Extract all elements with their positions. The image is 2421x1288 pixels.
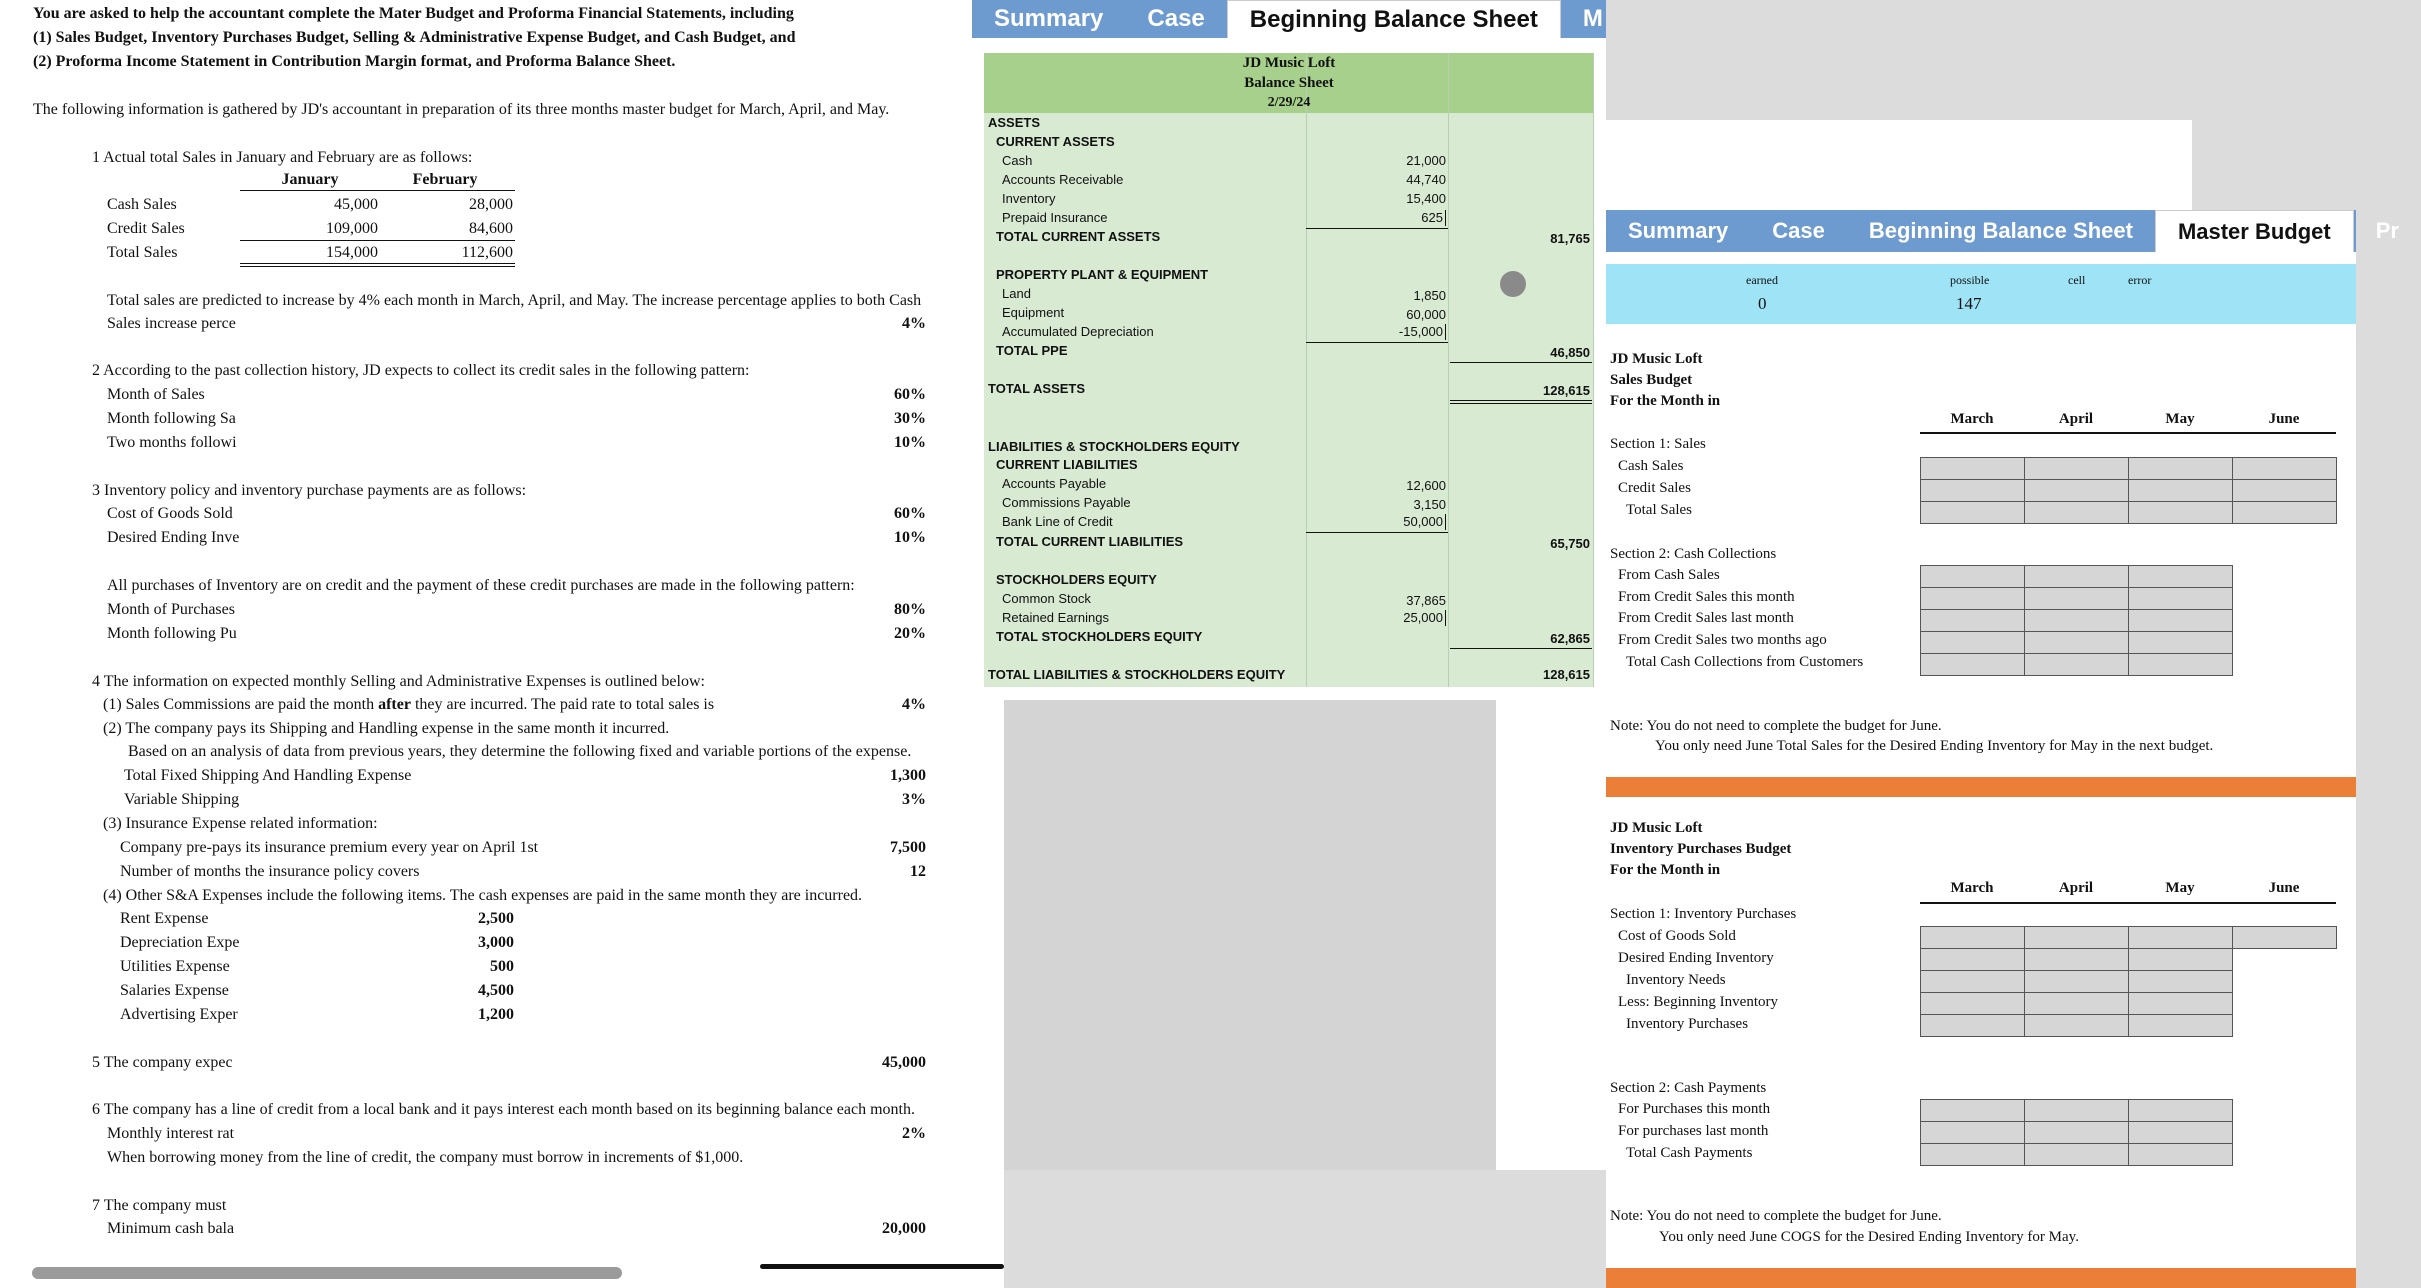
score-error-label: error xyxy=(2128,273,2152,287)
item6-title: 6 The company has a line of credit from a local bank and it pays interest each month based on its beginning balance each month. xyxy=(92,1101,915,1118)
item4-other-value: 2,500 xyxy=(478,910,514,927)
input-cell[interactable] xyxy=(2129,566,2233,588)
sales-period: For the Month in xyxy=(1610,393,1721,409)
sales-row-label: Total Sales xyxy=(1626,502,1693,518)
payment-row-label: For purchases last month xyxy=(1618,1123,1769,1139)
month-header-rule xyxy=(1920,902,2336,904)
input-cell[interactable] xyxy=(2129,1144,2233,1166)
item7-label: 7 The company must xyxy=(92,1197,227,1214)
mb-tab-bar xyxy=(1606,210,2399,252)
input-cell[interactable] xyxy=(1921,1100,2025,1122)
bs-row-label: Common Stock xyxy=(1002,591,1091,606)
bs-row-label: Cash xyxy=(1002,153,1033,168)
input-cell[interactable] xyxy=(1921,927,2025,949)
bs-total-assets-value[interactable]: 128,615 xyxy=(1543,383,1590,398)
item4-shipping-text: (2) The company pays its Shipping and Handling expense in the same month it incurred. xyxy=(103,720,670,737)
bs-current-assets-heading: CURRENT ASSETS xyxy=(996,134,1115,149)
bs-row-value[interactable]: 37,865 xyxy=(1406,593,1446,608)
bs-row-label: Accounts Payable xyxy=(1002,476,1107,491)
input-cell[interactable] xyxy=(2025,971,2129,993)
item1-row-label: Cash Sales xyxy=(107,196,177,213)
bs-row-value[interactable]: 15,400 xyxy=(1406,191,1446,206)
input-cell[interactable] xyxy=(2129,971,2233,993)
input-cell[interactable] xyxy=(2129,993,2233,1015)
month-header-april: April xyxy=(2058,411,2094,427)
item3-row-label: Cost of Goods Sold xyxy=(107,505,233,522)
item4-ins-months-value: 12 xyxy=(910,863,926,880)
input-cell[interactable] xyxy=(1921,632,2025,654)
bs-rule xyxy=(1450,648,1592,649)
bs-total-ca-value[interactable]: 81,765 xyxy=(1550,231,1590,246)
input-cell[interactable] xyxy=(2129,588,2233,610)
sales-company: JD Music Loft xyxy=(1610,351,1703,367)
inv-note-1: Note: You do not need to complete the budget for June. xyxy=(1610,1208,1942,1224)
input-cell[interactable] xyxy=(1921,949,2025,971)
empty-cell xyxy=(2233,971,2337,993)
bs-row-value[interactable]: 50,000 xyxy=(1314,514,1446,530)
item2-row-value: 30% xyxy=(894,410,926,427)
input-cell[interactable] xyxy=(2025,458,2129,480)
bs-total-ppe-value[interactable]: 46,850 xyxy=(1550,345,1590,360)
collection-row-label: Total Cash Collections from Customers xyxy=(1626,654,1864,670)
tab-beginning-balance-sheet[interactable]: Beginning Balance Sheet xyxy=(1868,218,2133,243)
tab-summary[interactable]: Summary xyxy=(1628,218,1729,243)
case-intro-1: You are asked to help the accountant complete the Mater Budget and Proforma Financial Statements, including xyxy=(33,5,794,22)
inv-period: For the Month in xyxy=(1610,862,1721,878)
tab-summary[interactable]: Summary xyxy=(994,5,1104,32)
item1-increase-label: Sales increase perce xyxy=(107,315,236,332)
bs-row-label: Bank Line of Credit xyxy=(1002,514,1113,529)
item4-ship-var-value: 3% xyxy=(902,791,926,808)
inv-row-label: Inventory Purchases xyxy=(1626,1016,1749,1032)
section-divider xyxy=(1606,1268,2356,1288)
inv-title: Inventory Purchases Budget xyxy=(1610,841,1792,857)
item4-ins-prepay-value: 7,500 xyxy=(890,839,926,856)
grid-line xyxy=(1448,53,1449,687)
input-cell[interactable] xyxy=(1921,480,2025,502)
payment-row-label: Total Cash Payments xyxy=(1626,1145,1753,1161)
item3-purch-label: Month following Pu xyxy=(107,625,237,642)
bs-total-le-label: TOTAL LIABILITIES & STOCKHOLDERS EQUITY xyxy=(988,667,1286,682)
month-header-rule xyxy=(1920,432,2336,434)
item3-purch-label: Month of Purchases xyxy=(107,601,235,618)
bs-date: 2/29/24 xyxy=(1267,95,1311,110)
sheet-background xyxy=(1004,700,1496,1170)
item1-row-jan: 154,000 xyxy=(326,244,378,261)
item5-value: 45,000 xyxy=(882,1054,926,1071)
item3-row-value: 60% xyxy=(894,505,926,522)
input-cell[interactable] xyxy=(2025,927,2129,949)
bs-row-value[interactable]: 25,000 xyxy=(1314,610,1446,626)
bs-current-liab-heading: CURRENT LIABILITIES xyxy=(996,457,1138,472)
bs-total-le-value[interactable]: 128,615 xyxy=(1543,667,1590,682)
item1-total-rule xyxy=(240,263,515,267)
bs-row-label: Prepaid Insurance xyxy=(1002,210,1108,225)
item3-title: 3 Inventory policy and inventory purchase payments are as follows: xyxy=(92,482,527,499)
collection-row-label: From Credit Sales two months ago xyxy=(1618,632,1827,648)
bs-rule xyxy=(1306,342,1448,343)
input-cell[interactable] xyxy=(2129,1122,2233,1144)
item1-increase-value: 4% xyxy=(902,315,926,332)
item1-increase-text: Total sales are predicted to increase by 4% each month in March, April, and May. The increase percentage applies to both Cash xyxy=(107,292,922,309)
bs-row-value[interactable]: -15,000 xyxy=(1314,324,1446,340)
tab-proforma[interactable]: Pr xyxy=(2375,218,2399,243)
item4-ship-var-label: Variable Shipping xyxy=(124,791,240,808)
item1-row-jan: 109,000 xyxy=(326,220,378,237)
inv-row-label: Less: Beginning Inventory xyxy=(1618,994,1778,1010)
item7-min-label: Minimum cash bala xyxy=(107,1220,235,1237)
input-cell[interactable] xyxy=(2233,927,2337,949)
inv-note-2: You only need June COGS for the Desired Ending Inventory for May. xyxy=(1659,1229,2079,1245)
month-header-june: June xyxy=(2268,880,2300,896)
score-earned-label: earned xyxy=(1746,273,1778,287)
input-cell[interactable] xyxy=(2025,1100,2129,1122)
scroll-indicator[interactable] xyxy=(760,1264,1004,1269)
item2-row-value: 10% xyxy=(894,434,926,451)
score-possible-label: possible xyxy=(1950,273,1990,287)
item1-header-rule xyxy=(240,190,515,191)
item1-sum-rule xyxy=(240,240,515,241)
input-cell[interactable] xyxy=(2129,927,2233,949)
inv-row-label: Inventory Needs xyxy=(1626,972,1726,988)
item2-title: 2 According to the past collection history, JD expects to collect its credit sales in the following pattern: xyxy=(92,362,750,379)
bs-company: JD Music Loft xyxy=(1242,55,1336,71)
inventory-input-grid xyxy=(1920,926,2337,1037)
item6-rate-value: 2% xyxy=(902,1125,926,1142)
input-cell[interactable] xyxy=(2025,1122,2129,1144)
input-cell[interactable] xyxy=(2129,1015,2233,1037)
item1-row-label: Total Sales xyxy=(107,244,178,261)
input-cell[interactable] xyxy=(1921,1122,2025,1144)
bs-tab-bar xyxy=(972,0,1606,38)
bs-total-ppe-label: TOTAL PPE xyxy=(996,343,1068,358)
inv-company: JD Music Loft xyxy=(1610,820,1703,836)
item2-row-label: Two months followi xyxy=(107,434,237,451)
input-cell[interactable] xyxy=(2129,610,2233,632)
tab-case[interactable]: Case xyxy=(1147,5,1205,32)
month-header-april: April xyxy=(2058,880,2094,896)
input-cell[interactable] xyxy=(2129,949,2233,971)
inv-row-label: Desired Ending Inventory xyxy=(1618,950,1774,966)
case-intro-3: (2) Proforma Income Statement in Contribution Margin format, and Proforma Balance Sheet. xyxy=(33,53,676,70)
bs-row-label: Commissions Payable xyxy=(1002,495,1131,510)
sales-row-label: Cash Sales xyxy=(1618,458,1684,474)
bs-double-rule xyxy=(1450,400,1592,404)
collection-row-label: From Credit Sales this month xyxy=(1618,589,1795,605)
input-cell[interactable] xyxy=(1921,588,2025,610)
empty-cell xyxy=(2233,993,2337,1015)
item7-min-value: 20,000 xyxy=(882,1220,926,1237)
input-cell[interactable] xyxy=(2233,502,2337,524)
input-cell[interactable] xyxy=(2025,1144,2129,1166)
tab-beginning-balance-sheet[interactable]: Beginning Balance Sheet xyxy=(1227,0,1561,38)
item4-other-label: Rent Expense xyxy=(120,910,209,927)
item4-shipping-analysis: Based on an analysis of data from previous years, they determine the following fixed and variable portions of the expense. xyxy=(128,743,912,760)
item4-other-value: 500 xyxy=(490,958,514,975)
payments-input-grid xyxy=(1920,1099,2233,1166)
input-cell[interactable] xyxy=(2025,610,2129,632)
month-header-march: March xyxy=(1950,411,1994,427)
bs-row-label: Land xyxy=(1002,286,1031,301)
item1-row-label: Credit Sales xyxy=(107,220,185,237)
item4-ship-fixed-value: 1,300 xyxy=(890,767,926,784)
bs-se-heading: STOCKHOLDERS EQUITY xyxy=(996,572,1157,587)
input-cell[interactable] xyxy=(2129,502,2233,524)
bs-title: Balance Sheet xyxy=(1244,75,1334,91)
bs-rule xyxy=(1450,362,1592,363)
item4-title: 4 The information on expected monthly Selling and Administrative Expenses is outlined below: xyxy=(92,673,705,690)
sales-row-label: Credit Sales xyxy=(1618,480,1691,496)
bs-row-value[interactable]: 1,850 xyxy=(1413,288,1446,303)
item4-other-text: (4) Other S&A Expenses include the following items. The cash expenses are paid in the same month they are incurred. xyxy=(103,887,863,904)
item4-commission-value: 4% xyxy=(902,696,926,713)
item5-label: 5 The company expec xyxy=(92,1054,233,1071)
item4-other-label: Salaries Expense xyxy=(120,982,229,999)
bs-row-value[interactable]: 12,600 xyxy=(1406,478,1446,493)
input-cell[interactable] xyxy=(2129,458,2233,480)
input-cell[interactable] xyxy=(2129,654,2233,676)
bs-assets-heading: ASSETS xyxy=(988,115,1041,130)
input-cell[interactable] xyxy=(2025,654,2129,676)
bs-row-value[interactable]: 44,740 xyxy=(1406,172,1446,187)
input-cell[interactable] xyxy=(1921,566,2025,588)
item1-row-feb: 84,600 xyxy=(469,220,513,237)
bs-row-value[interactable]: 21,000 xyxy=(1406,153,1446,168)
item4-ins-prepay-label: Company pre-pays its insurance premium every year on April 1st xyxy=(120,839,539,856)
input-cell[interactable] xyxy=(2025,588,2129,610)
item3-purch-text: All purchases of Inventory are on credit and the payment of these credit purchases are made in the following pattern: xyxy=(107,577,855,594)
bs-total-se-value[interactable]: 62,865 xyxy=(1550,631,1590,646)
bs-row-label: Inventory xyxy=(1002,191,1056,206)
item3-purch-value: 20% xyxy=(894,625,926,642)
item4-ship-fixed-label: Total Fixed Shipping And Handling Expense xyxy=(124,767,412,784)
bs-row-label: Equipment xyxy=(1002,305,1065,320)
score-possible-value: 147 xyxy=(1956,294,1982,313)
grid-line xyxy=(1593,53,1594,687)
input-cell[interactable] xyxy=(1921,1015,2025,1037)
input-cell[interactable] xyxy=(2233,480,2337,502)
bs-row-value[interactable]: 3,150 xyxy=(1413,497,1446,512)
horizontal-scrollbar[interactable] xyxy=(32,1267,622,1279)
item3-row-value: 10% xyxy=(894,529,926,546)
bs-rule xyxy=(1306,228,1448,229)
inv-section1: Section 1: Inventory Purchases xyxy=(1610,906,1797,922)
bs-total-se-label: TOTAL STOCKHOLDERS EQUITY xyxy=(996,629,1203,644)
input-cell[interactable] xyxy=(1921,610,2025,632)
input-cell[interactable] xyxy=(2129,480,2233,502)
bs-liab-equity-heading: LIABILITIES & STOCKHOLDERS EQUITY xyxy=(988,439,1240,454)
score-cell-label: cell xyxy=(2068,273,2086,287)
item4-other-label: Depreciation Expe xyxy=(120,934,240,951)
bs-row-label: Accumulated Depreciation xyxy=(1002,324,1154,339)
month-header-may: May xyxy=(2165,411,2195,427)
bs-row-label: Retained Earnings xyxy=(1002,610,1109,625)
month-header-march: March xyxy=(1950,880,1994,896)
section-divider xyxy=(1606,777,2356,797)
input-cell[interactable] xyxy=(1921,654,2025,676)
tab-case[interactable]: Case xyxy=(1772,218,1825,243)
case-panel xyxy=(0,0,1004,1288)
input-cell[interactable] xyxy=(1921,502,2025,524)
item1-row-feb: 112,600 xyxy=(461,244,513,261)
input-cell[interactable] xyxy=(2233,458,2337,480)
tab-master-budget[interactable]: M xyxy=(1582,5,1603,32)
item3-row-label: Desired Ending Inve xyxy=(107,529,240,546)
month-header-june: June xyxy=(2268,411,2300,427)
item4-ins-months-label: Number of months the insurance policy covers xyxy=(120,863,420,880)
input-cell[interactable] xyxy=(2025,566,2129,588)
input-cell[interactable] xyxy=(2129,1100,2233,1122)
item4-insurance-text: (3) Insurance Expense related information: xyxy=(103,815,378,832)
item4-other-value: 1,200 xyxy=(478,1006,514,1023)
item4-commission-text: (1) Sales Commissions are paid the month after they are incurred. The paid rate to total sales is xyxy=(103,696,715,713)
item1-row-feb: 28,000 xyxy=(469,196,513,213)
pointer-cursor-icon xyxy=(1500,271,1526,297)
item3-purch-value: 80% xyxy=(894,601,926,618)
input-cell[interactable] xyxy=(2025,1015,2129,1037)
collection-row-label: From Credit Sales last month xyxy=(1618,610,1794,626)
sales-input-grid xyxy=(1920,457,2337,524)
item1-title: 1 Actual total Sales in January and February are as follows: xyxy=(92,149,473,166)
bs-total-ca-label: TOTAL CURRENT ASSETS xyxy=(996,229,1161,244)
input-cell[interactable] xyxy=(2129,632,2233,654)
sales-section1: Section 1: Sales xyxy=(1610,436,1706,452)
bs-total-assets-label: TOTAL ASSETS xyxy=(988,381,1086,396)
case-gathered: The following information is gathered by JD's accountant in preparation of its three months master budget for March, April, and May. xyxy=(33,101,890,118)
input-cell[interactable] xyxy=(1921,1144,2025,1166)
item4-other-value: 3,000 xyxy=(478,934,514,951)
sales-title: Sales Budget xyxy=(1610,372,1693,388)
item2-row-value: 60% xyxy=(894,386,926,403)
item2-row-label: Month following Sa xyxy=(107,410,236,427)
sheet-background xyxy=(1606,120,2192,216)
input-cell[interactable] xyxy=(2025,502,2129,524)
month-header-may: May xyxy=(2165,880,2195,896)
tab-master-budget[interactable]: Master Budget xyxy=(2155,210,2354,252)
item4-other-label: Utilities Expense xyxy=(120,958,230,975)
inv-row-label: Cost of Goods Sold xyxy=(1618,928,1736,944)
input-cell[interactable] xyxy=(2025,993,2129,1015)
bs-ppe-heading: PROPERTY PLANT & EQUIPMENT xyxy=(996,267,1209,282)
empty-cell xyxy=(2233,1015,2337,1037)
inv-section2: Section 2: Cash Payments xyxy=(1610,1080,1767,1096)
score-bar xyxy=(1606,264,2356,324)
input-cell[interactable] xyxy=(1921,993,2025,1015)
item4-other-value: 4,500 xyxy=(478,982,514,999)
score-earned-value: 0 xyxy=(1758,294,1767,313)
sheet-background xyxy=(1528,700,1606,1170)
bs-row-label: Accounts Receivable xyxy=(1002,172,1124,187)
sales-note-1: Note: You do not need to complete the budget for June. xyxy=(1610,718,1942,734)
bs-total-cl-label: TOTAL CURRENT LIABILITIES xyxy=(996,534,1184,549)
sales-section2: Section 2: Cash Collections xyxy=(1610,546,1777,562)
item1-col-jan: January xyxy=(281,171,339,188)
item2-row-label: Month of Sales xyxy=(107,386,205,403)
balance-sheet xyxy=(984,53,1594,687)
item1-col-feb: February xyxy=(412,171,478,188)
bs-row-value[interactable]: 625 xyxy=(1314,210,1446,226)
item1-row-jan: 45,000 xyxy=(334,196,378,213)
input-cell[interactable] xyxy=(2025,480,2129,502)
payment-row-label: For Purchases this month xyxy=(1618,1101,1771,1117)
item6-borrow: When borrowing money from the line of credit, the company must borrow in increments of $1,000. xyxy=(107,1149,744,1166)
empty-cell xyxy=(2233,949,2337,971)
bs-rule xyxy=(1306,532,1448,533)
case-intro-2: (1) Sales Budget, Inventory Purchases Budget, Selling & Administrative Expense Budget, and Cash Budget, and xyxy=(33,29,796,46)
item6-rate-label: Monthly interest rat xyxy=(107,1125,235,1142)
input-cell[interactable] xyxy=(2025,632,2129,654)
sales-note-2: You only need June Total Sales for the Desired Ending Inventory for May in the next budget. xyxy=(1655,738,2214,754)
grid-line xyxy=(1306,53,1307,687)
input-cell[interactable] xyxy=(1921,458,2025,480)
collection-row-label: From Cash Sales xyxy=(1618,567,1720,583)
collections-input-grid xyxy=(1920,565,2233,676)
item4-other-label: Advertising Exper xyxy=(120,1006,238,1023)
input-cell[interactable] xyxy=(1921,971,2025,993)
bs-total-cl-value[interactable]: 65,750 xyxy=(1550,536,1590,551)
input-cell[interactable] xyxy=(2025,949,2129,971)
bs-row-value[interactable]: 60,000 xyxy=(1406,307,1446,322)
